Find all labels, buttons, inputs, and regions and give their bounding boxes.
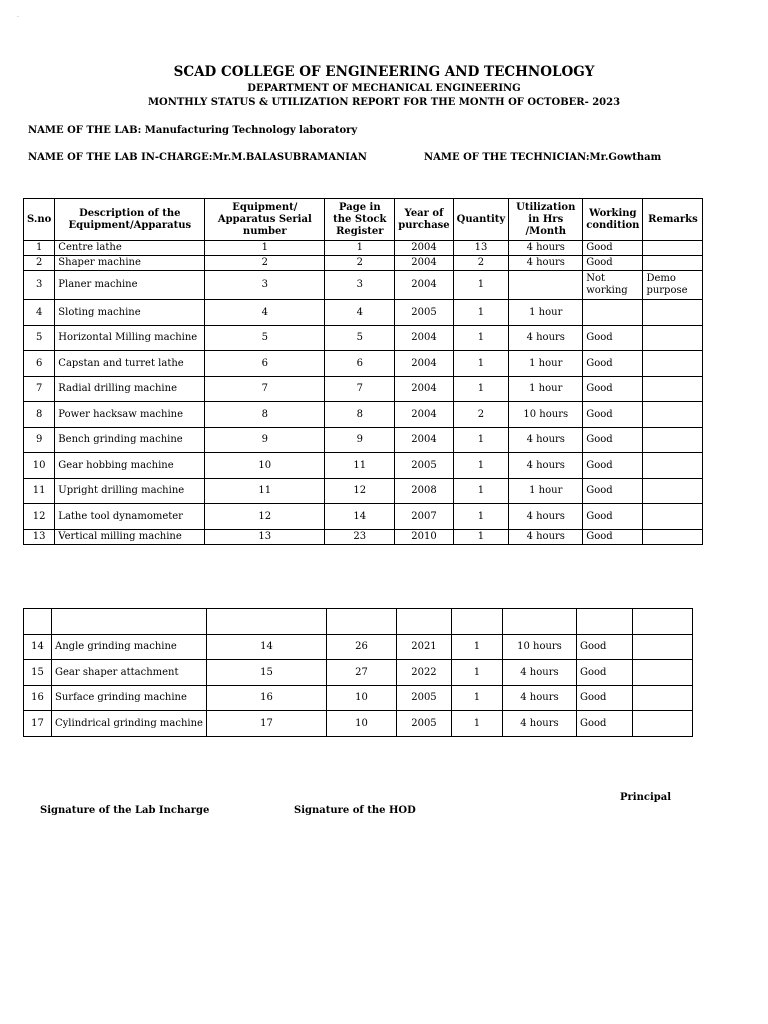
table-row	[24, 479, 703, 504]
cell-serial	[206, 609, 326, 635]
cell-year: 2005	[396, 711, 451, 737]
cell-utilization: 4 hours	[509, 326, 583, 351]
cell-remarks	[643, 256, 703, 271]
cell-quantity: 1	[453, 428, 509, 453]
cell-condition: Good	[576, 686, 632, 711]
cell-remarks	[632, 609, 692, 635]
cell-quantity: 1	[453, 351, 509, 377]
cell-year: 2005	[395, 453, 453, 479]
cell-stock-page: 11	[325, 453, 395, 479]
cell-description: Angle grinding machine	[52, 635, 207, 660]
cell-year: 2004	[395, 377, 453, 402]
table-row	[24, 660, 693, 686]
cell-stock-page: 5	[325, 326, 395, 351]
cell-utilization: 10 hours	[509, 402, 583, 428]
cell-sno: 1	[24, 241, 55, 256]
cell-year: 2021	[396, 635, 451, 660]
col-header-description: Description of the Equipment/Apparatus	[55, 199, 205, 241]
cell-serial: 16	[206, 686, 326, 711]
cell-year: 2007	[395, 504, 453, 530]
cell-sno: 14	[24, 635, 52, 660]
cell-sno: 6	[24, 351, 55, 377]
cell-utilization: 1 hour	[509, 300, 583, 326]
cell-sno: 2	[24, 256, 55, 271]
cell-serial: 2	[205, 256, 325, 271]
cell-stock-page	[326, 609, 396, 635]
cell-serial: 3	[205, 271, 325, 300]
cell-remarks	[643, 402, 703, 428]
signature-hod: Signature of the HOD	[294, 805, 416, 816]
cell-condition: Good	[583, 241, 643, 256]
cell-year: 2004	[395, 351, 453, 377]
cell-condition	[583, 300, 643, 326]
table-row	[24, 711, 693, 737]
cell-quantity: 1	[453, 453, 509, 479]
cell-condition: Good	[583, 504, 643, 530]
cell-description: Horizontal Milling machine	[55, 326, 205, 351]
cell-remarks	[643, 479, 703, 504]
cell-condition: Good	[576, 660, 632, 686]
cell-condition: Good	[583, 402, 643, 428]
cell-condition: Good	[583, 351, 643, 377]
cell-utilization: 1 hour	[509, 479, 583, 504]
cell-remarks	[643, 453, 703, 479]
cell-serial: 6	[205, 351, 325, 377]
cell-sno: 5	[24, 326, 55, 351]
cell-utilization: 4 hours	[509, 530, 583, 545]
cell-sno: 11	[24, 479, 55, 504]
cell-description: Lathe tool dynamometer	[55, 504, 205, 530]
cell-utilization: 4 hours	[509, 453, 583, 479]
cell-year: 2004	[395, 271, 453, 300]
cell-condition: Good	[576, 711, 632, 737]
lab-incharge-name: NAME OF THE LAB IN-CHARGE:Mr.M.BALASUBRAMANIAN	[28, 152, 367, 163]
cell-year: 2004	[395, 428, 453, 453]
cell-serial: 1	[205, 241, 325, 256]
col-header-quantity: Quantity	[453, 199, 509, 241]
table-row	[24, 530, 703, 545]
cell-quantity: 1	[453, 271, 509, 300]
col-header-remarks: Remarks	[643, 199, 703, 241]
cell-quantity: 2	[453, 402, 509, 428]
cell-description: Shaper machine	[55, 256, 205, 271]
cell-year: 2004	[395, 402, 453, 428]
cell-quantity: 1	[453, 326, 509, 351]
cell-sno: 15	[24, 660, 52, 686]
cell-stock-page: 26	[326, 635, 396, 660]
table-row	[24, 300, 703, 326]
cell-quantity: 1	[451, 711, 502, 737]
cell-condition: Good	[583, 428, 643, 453]
cell-stock-page: 27	[326, 660, 396, 686]
cell-year: 2005	[395, 300, 453, 326]
cell-utilization	[502, 609, 576, 635]
col-header-serial: Equipment/ Apparatus Serial number	[205, 199, 325, 241]
cell-serial: 5	[205, 326, 325, 351]
table-row	[24, 256, 703, 271]
cell-remarks	[643, 428, 703, 453]
cell-sno: 8	[24, 402, 55, 428]
cell-serial: 10	[205, 453, 325, 479]
cell-year: 2022	[396, 660, 451, 686]
table-row	[24, 351, 703, 377]
cell-condition: Good	[583, 326, 643, 351]
cell-condition: Good	[583, 453, 643, 479]
cell-remarks	[643, 351, 703, 377]
cell-condition	[576, 609, 632, 635]
cell-stock-page: 2	[325, 256, 395, 271]
col-header-utilization: Utilization in Hrs /Month	[509, 199, 583, 241]
cell-quantity: 1	[453, 504, 509, 530]
cell-serial: 7	[205, 377, 325, 402]
cell-utilization: 4 hours	[502, 686, 576, 711]
cell-sno: 4	[24, 300, 55, 326]
cell-utilization: 4 hours	[509, 504, 583, 530]
table-row	[24, 453, 703, 479]
college-name: SCAD COLLEGE OF ENGINEERING AND TECHNOLOGY	[173, 64, 595, 80]
table-row	[24, 609, 693, 635]
corner-mark: ·	[17, 14, 19, 21]
equipment-table-part1	[23, 198, 703, 545]
table-body-part2	[24, 609, 693, 737]
cell-quantity: 1	[451, 660, 502, 686]
cell-sno: 13	[24, 530, 55, 545]
cell-remarks	[632, 686, 692, 711]
cell-description: Radial drilling machine	[55, 377, 205, 402]
cell-sno: 17	[24, 711, 52, 737]
table-row	[24, 428, 703, 453]
cell-quantity: 1	[451, 635, 502, 660]
cell-description: Centre lathe	[55, 241, 205, 256]
cell-stock-page: 8	[325, 402, 395, 428]
cell-description: Cylindrical grinding machine	[52, 711, 207, 737]
cell-year: 2004	[395, 241, 453, 256]
cell-sno: 16	[24, 686, 52, 711]
cell-stock-page: 3	[325, 271, 395, 300]
department-name: DEPARTMENT OF MECHANICAL ENGINEERING	[247, 83, 521, 94]
cell-sno: 7	[24, 377, 55, 402]
cell-year: 2004	[395, 256, 453, 271]
cell-quantity	[451, 609, 502, 635]
cell-stock-page: 6	[325, 351, 395, 377]
cell-serial: 12	[205, 504, 325, 530]
cell-quantity: 1	[451, 686, 502, 711]
table-header-row	[24, 199, 703, 241]
cell-serial: 11	[205, 479, 325, 504]
cell-utilization: 4 hours	[502, 660, 576, 686]
cell-description: Power hacksaw machine	[55, 402, 205, 428]
cell-remarks	[632, 711, 692, 737]
cell-condition: Good	[576, 635, 632, 660]
col-header-year: Year of purchase	[395, 199, 453, 241]
cell-description: Planer machine	[55, 271, 205, 300]
cell-condition: Good	[583, 530, 643, 545]
cell-utilization: 4 hours	[509, 428, 583, 453]
cell-serial: 15	[206, 660, 326, 686]
cell-stock-page: 10	[326, 711, 396, 737]
cell-description	[52, 609, 207, 635]
cell-quantity: 1	[453, 530, 509, 545]
cell-serial: 17	[206, 711, 326, 737]
table-row	[24, 686, 693, 711]
cell-quantity: 1	[453, 479, 509, 504]
cell-remarks	[632, 635, 692, 660]
cell-serial: 14	[206, 635, 326, 660]
cell-sno	[24, 609, 52, 635]
cell-year: 2008	[395, 479, 453, 504]
signature-lab-incharge: Signature of the Lab Incharge	[40, 805, 210, 816]
cell-sno: 10	[24, 453, 55, 479]
cell-utilization	[509, 271, 583, 300]
cell-stock-page: 12	[325, 479, 395, 504]
cell-condition: Good	[583, 256, 643, 271]
cell-utilization: 4 hours	[509, 241, 583, 256]
cell-sno: 3	[24, 271, 55, 300]
cell-quantity: 13	[453, 241, 509, 256]
cell-sno: 9	[24, 428, 55, 453]
technician-name: NAME OF THE TECHNICIAN:Mr.Gowtham	[424, 152, 662, 163]
cell-remarks	[643, 300, 703, 326]
cell-remarks	[643, 530, 703, 545]
table-row	[24, 241, 703, 256]
table-row	[24, 326, 703, 351]
table-row	[24, 402, 703, 428]
cell-remarks	[632, 660, 692, 686]
table-row	[24, 635, 693, 660]
cell-stock-page: 7	[325, 377, 395, 402]
cell-description: Bench grinding machine	[55, 428, 205, 453]
cell-utilization: 1 hour	[509, 351, 583, 377]
cell-utilization: 1 hour	[509, 377, 583, 402]
equipment-table-part2	[23, 608, 693, 737]
cell-description: Gear hobbing machine	[55, 453, 205, 479]
cell-stock-page: 4	[325, 300, 395, 326]
cell-condition: Good	[583, 377, 643, 402]
cell-stock-page: 10	[326, 686, 396, 711]
cell-condition: Not working	[583, 271, 643, 300]
cell-serial: 4	[205, 300, 325, 326]
cell-description: Sloting machine	[55, 300, 205, 326]
cell-condition: Good	[583, 479, 643, 504]
table-row	[24, 271, 703, 300]
cell-remarks	[643, 326, 703, 351]
lab-name: NAME OF THE LAB: Manufacturing Technology laboratory	[28, 125, 358, 136]
cell-year	[396, 609, 451, 635]
table-row	[24, 504, 703, 530]
table-body-part1	[24, 241, 703, 545]
col-header-stock-page: Page in the Stock Register	[325, 199, 395, 241]
cell-utilization: 4 hours	[509, 256, 583, 271]
cell-description: Upright drilling machine	[55, 479, 205, 504]
cell-description: Capstan and turret lathe	[55, 351, 205, 377]
cell-sno: 12	[24, 504, 55, 530]
cell-stock-page: 1	[325, 241, 395, 256]
cell-utilization: 10 hours	[502, 635, 576, 660]
cell-year: 2004	[395, 326, 453, 351]
cell-stock-page: 14	[325, 504, 395, 530]
cell-remarks: Demo purpose	[643, 271, 703, 300]
cell-description: Surface grinding machine	[52, 686, 207, 711]
cell-utilization: 4 hours	[502, 711, 576, 737]
table-row	[24, 377, 703, 402]
cell-quantity: 1	[453, 300, 509, 326]
signature-principal: Principal	[620, 792, 672, 803]
cell-quantity: 1	[453, 377, 509, 402]
cell-stock-page: 23	[325, 530, 395, 545]
cell-serial: 13	[205, 530, 325, 545]
cell-year: 2010	[395, 530, 453, 545]
report-title: MONTHLY STATUS & UTILIZATION REPORT FOR THE MONTH OF OCTOBER- 2023	[147, 97, 621, 108]
cell-stock-page: 9	[325, 428, 395, 453]
cell-remarks	[643, 377, 703, 402]
col-header-sno: S.no	[24, 199, 55, 241]
cell-description: Gear shaper attachment	[52, 660, 207, 686]
cell-description: Vertical milling machine	[55, 530, 205, 545]
cell-year: 2005	[396, 686, 451, 711]
cell-remarks	[643, 504, 703, 530]
cell-serial: 8	[205, 402, 325, 428]
col-header-condition: Working condition	[583, 199, 643, 241]
cell-remarks	[643, 241, 703, 256]
cell-quantity: 2	[453, 256, 509, 271]
cell-serial: 9	[205, 428, 325, 453]
